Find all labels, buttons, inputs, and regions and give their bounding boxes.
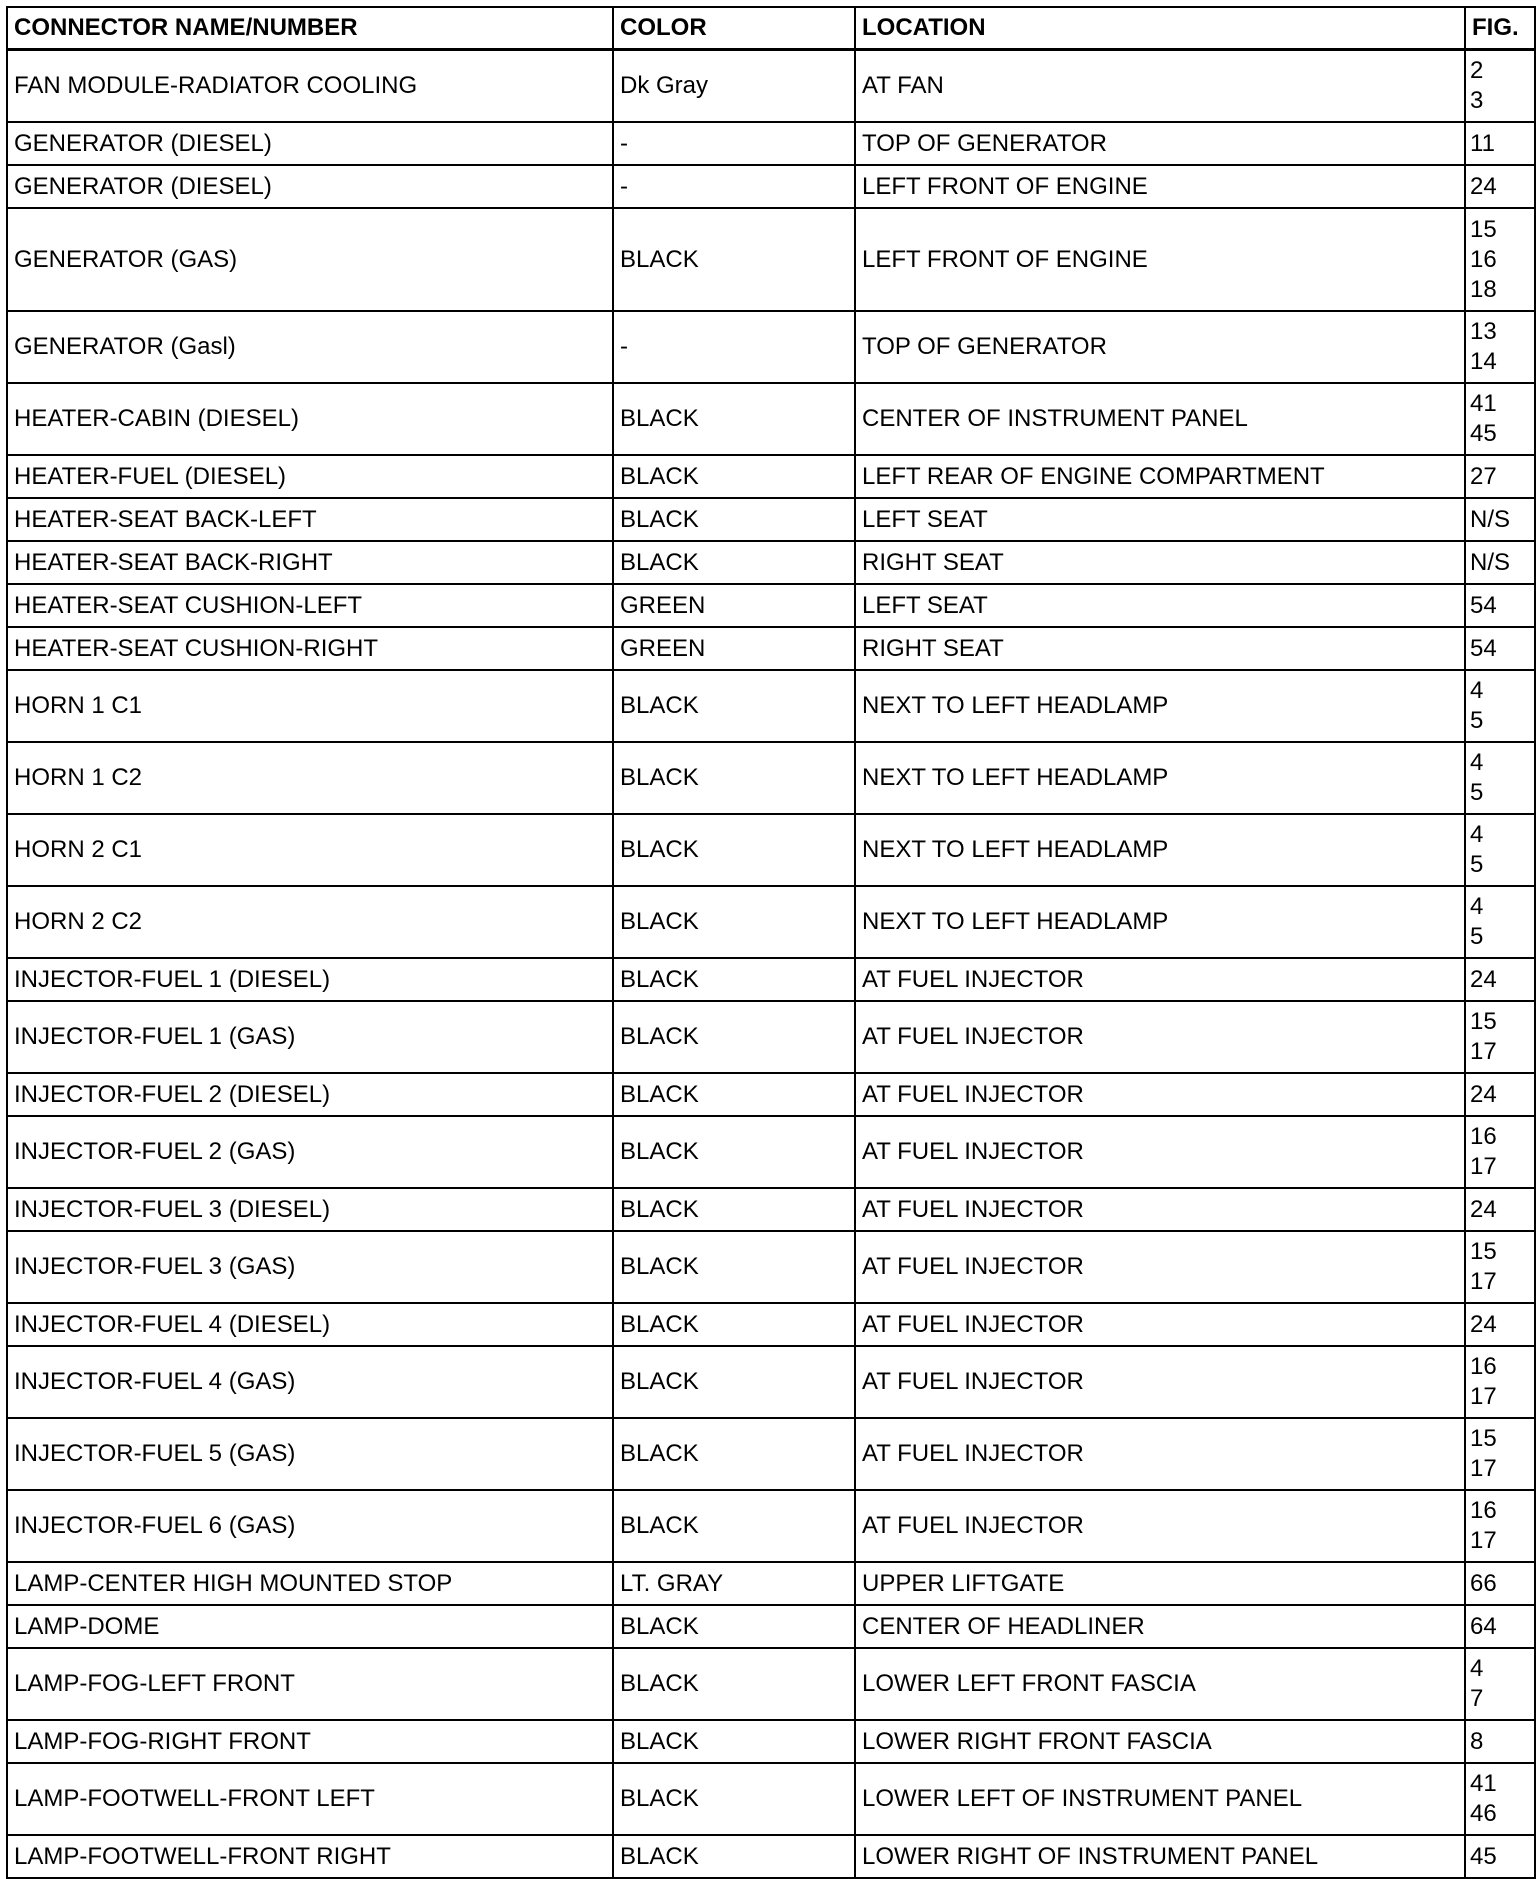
fig-number: 24: [1470, 965, 1497, 993]
fig-cell: [1465, 122, 1535, 165]
table-row: [7, 1490, 1535, 1562]
connector-name-cell: HORN 2 C2: [7, 886, 613, 958]
connector-name-cell: FAN MODULE-RADIATOR COOLING: [7, 50, 613, 123]
table-row: [7, 208, 1535, 311]
location-cell: NEXT TO LEFT HEADLAMP: [855, 670, 1465, 742]
fig-number: 5: [1470, 779, 1484, 806]
location-cell: AT FUEL INJECTOR: [855, 958, 1465, 1001]
connector-name-cell: LAMP-FOOTWELL-FRONT LEFT: [7, 1763, 613, 1835]
table-row: [7, 627, 1535, 670]
fig-number: 41: [1470, 1770, 1497, 1797]
fig-cell: [1465, 886, 1535, 958]
location-cell: AT FUEL INJECTOR: [855, 1073, 1465, 1116]
fig-number: 17: [1470, 1038, 1497, 1065]
location-cell: RIGHT SEAT: [855, 627, 1465, 670]
color-cell: BLACK: [613, 455, 855, 498]
connector-name-cell: HEATER-CABIN (DIESEL): [7, 383, 613, 455]
location-cell: CENTER OF HEADLINER: [855, 1605, 1465, 1648]
connector-name-cell: HORN 2 C1: [7, 814, 613, 886]
location-cell: NEXT TO LEFT HEADLAMP: [855, 742, 1465, 814]
fig-cell: [1465, 1188, 1535, 1231]
table-row: [7, 1835, 1535, 1878]
color-cell: BLACK: [613, 208, 855, 311]
location-cell: LEFT REAR OF ENGINE COMPARTMENT: [855, 455, 1465, 498]
color-cell: GREEN: [613, 627, 855, 670]
table-row: [7, 1562, 1535, 1605]
connector-name-cell: INJECTOR-FUEL 4 (DIESEL): [7, 1303, 613, 1346]
color-cell: BLACK: [613, 1188, 855, 1231]
fig-cell: [1465, 670, 1535, 742]
fig-number: 24: [1470, 1080, 1497, 1108]
table-row: [7, 1763, 1535, 1835]
fig-cell: [1465, 1720, 1535, 1763]
fig-number: 4: [1470, 749, 1484, 776]
fig-cell: [1465, 1116, 1535, 1188]
fig-cell: [1465, 1303, 1535, 1346]
table-row: [7, 455, 1535, 498]
fig-number: 54: [1470, 634, 1497, 662]
table-row: [7, 742, 1535, 814]
fig-cell: [1465, 1073, 1535, 1116]
table-row: [7, 1605, 1535, 1648]
fig-number: 11: [1470, 129, 1495, 157]
connector-name-cell: HEATER-SEAT CUSHION-LEFT: [7, 584, 613, 627]
location-cell: TOP OF GENERATOR: [855, 122, 1465, 165]
fig-number: 45: [1470, 420, 1497, 447]
fig-cell: [1465, 1490, 1535, 1562]
fig-number: 17: [1470, 1268, 1497, 1295]
fig-cell: [1465, 208, 1535, 311]
location-cell: LOWER RIGHT FRONT FASCIA: [855, 1720, 1465, 1763]
connector-name-cell: INJECTOR-FUEL 2 (GAS): [7, 1116, 613, 1188]
color-cell: BLACK: [613, 670, 855, 742]
table-body: [7, 50, 1535, 1879]
header-color: COLOR: [613, 7, 855, 50]
color-cell: BLACK: [613, 1001, 855, 1073]
fig-cell: [1465, 1418, 1535, 1490]
fig-number: 24: [1470, 1310, 1497, 1338]
location-cell: NEXT TO LEFT HEADLAMP: [855, 886, 1465, 958]
fig-cell: [1465, 584, 1535, 627]
color-cell: BLACK: [613, 814, 855, 886]
connector-name-cell: HEATER-SEAT CUSHION-RIGHT: [7, 627, 613, 670]
connector-name-cell: HEATER-FUEL (DIESEL): [7, 455, 613, 498]
connector-name-cell: GENERATOR (DIESEL): [7, 122, 613, 165]
fig-number: 17: [1470, 1383, 1497, 1410]
fig-number: 5: [1470, 707, 1484, 734]
fig-number: N/S: [1470, 548, 1511, 576]
location-cell: RIGHT SEAT: [855, 541, 1465, 584]
location-cell: CENTER OF INSTRUMENT PANEL: [855, 383, 1465, 455]
connector-name-cell: GENERATOR (Gasl): [7, 311, 613, 383]
color-cell: BLACK: [613, 1490, 855, 1562]
color-cell: BLACK: [613, 383, 855, 455]
fig-cell: [1465, 1346, 1535, 1418]
connector-name-cell: GENERATOR (GAS): [7, 208, 613, 311]
fig-number: 46: [1470, 1800, 1497, 1827]
table-row: [7, 1648, 1535, 1720]
fig-number: 54: [1470, 591, 1497, 619]
fig-cell: [1465, 50, 1535, 123]
connector-name-cell: INJECTOR-FUEL 1 (DIESEL): [7, 958, 613, 1001]
fig-number: 17: [1470, 1455, 1497, 1482]
connector-name-cell: HEATER-SEAT BACK-LEFT: [7, 498, 613, 541]
connector-name-cell: LAMP-CENTER HIGH MOUNTED STOP: [7, 1562, 613, 1605]
connector-name-cell: LAMP-FOG-RIGHT FRONT: [7, 1720, 613, 1763]
color-cell: GREEN: [613, 584, 855, 627]
table-row: [7, 122, 1535, 165]
connector-name-cell: INJECTOR-FUEL 3 (DIESEL): [7, 1188, 613, 1231]
fig-cell: [1465, 455, 1535, 498]
fig-number: 16: [1470, 1123, 1497, 1150]
table-row: [7, 383, 1535, 455]
table-row: [7, 1346, 1535, 1418]
connector-name-cell: LAMP-FOG-LEFT FRONT: [7, 1648, 613, 1720]
fig-cell: [1465, 541, 1535, 584]
location-cell: AT FUEL INJECTOR: [855, 1303, 1465, 1346]
fig-cell: [1465, 1562, 1535, 1605]
location-cell: LOWER RIGHT OF INSTRUMENT PANEL: [855, 1835, 1465, 1878]
fig-number: 15: [1470, 215, 1497, 243]
color-cell: BLACK: [613, 1605, 855, 1648]
fig-cell: [1465, 498, 1535, 541]
connector-name-cell: LAMP-DOME: [7, 1605, 613, 1648]
table-row: [7, 541, 1535, 584]
fig-number: 18: [1470, 275, 1497, 303]
table-row: [7, 1001, 1535, 1073]
connector-name-cell: INJECTOR-FUEL 3 (GAS): [7, 1231, 613, 1303]
header-row: [7, 7, 1535, 50]
table-row: [7, 50, 1535, 123]
fig-cell: [1465, 958, 1535, 1001]
fig-number: 4: [1470, 821, 1484, 848]
connector-name-cell: INJECTOR-FUEL 6 (GAS): [7, 1490, 613, 1562]
header-connector-name: CONNECTOR NAME/NUMBER: [7, 7, 613, 50]
fig-number: 15: [1470, 1238, 1497, 1265]
location-cell: LEFT FRONT OF ENGINE: [855, 208, 1465, 311]
fig-cell: [1465, 814, 1535, 886]
color-cell: -: [613, 311, 855, 383]
table-row: [7, 1116, 1535, 1188]
fig-cell: [1465, 1605, 1535, 1648]
fig-number: 64: [1470, 1612, 1497, 1640]
connector-name-cell: HEATER-SEAT BACK-RIGHT: [7, 541, 613, 584]
color-cell: -: [613, 165, 855, 208]
connector-name-cell: HORN 1 C2: [7, 742, 613, 814]
color-cell: BLACK: [613, 1648, 855, 1720]
color-cell: -: [613, 122, 855, 165]
fig-cell: [1465, 311, 1535, 383]
location-cell: LOWER LEFT FRONT FASCIA: [855, 1648, 1465, 1720]
location-cell: AT FUEL INJECTOR: [855, 1116, 1465, 1188]
table-row: [7, 1231, 1535, 1303]
location-cell: AT FUEL INJECTOR: [855, 1231, 1465, 1303]
fig-number: 41: [1470, 390, 1497, 417]
connector-table: [6, 6, 1536, 1879]
location-cell: AT FUEL INJECTOR: [855, 1418, 1465, 1490]
table-row: [7, 814, 1535, 886]
fig-cell: [1465, 1231, 1535, 1303]
color-cell: BLACK: [613, 1116, 855, 1188]
table-row: [7, 886, 1535, 958]
color-cell: Dk Gray: [613, 50, 855, 123]
location-cell: UPPER LIFTGATE: [855, 1562, 1465, 1605]
fig-cell: [1465, 1835, 1535, 1878]
color-cell: LT. GRAY: [613, 1562, 855, 1605]
fig-number: 24: [1470, 172, 1497, 200]
color-cell: BLACK: [613, 958, 855, 1001]
location-cell: AT FAN: [855, 50, 1465, 123]
color-cell: BLACK: [613, 498, 855, 541]
fig-number: 66: [1470, 1569, 1497, 1597]
location-cell: LEFT SEAT: [855, 498, 1465, 541]
header-location: LOCATION: [855, 7, 1465, 50]
table-row: [7, 670, 1535, 742]
table-row: [7, 1720, 1535, 1763]
fig-cell: [1465, 1001, 1535, 1073]
fig-number: 3: [1470, 87, 1484, 114]
color-cell: BLACK: [613, 1763, 855, 1835]
connector-name-cell: HORN 1 C1: [7, 670, 613, 742]
fig-number: 16: [1470, 1353, 1497, 1380]
fig-number: 15: [1470, 1425, 1497, 1452]
color-cell: BLACK: [613, 886, 855, 958]
location-cell: LOWER LEFT OF INSTRUMENT PANEL: [855, 1763, 1465, 1835]
fig-number: 15: [1470, 1008, 1497, 1035]
color-cell: BLACK: [613, 742, 855, 814]
location-cell: AT FUEL INJECTOR: [855, 1346, 1465, 1418]
fig-number: 2: [1470, 57, 1484, 84]
color-cell: BLACK: [613, 1346, 855, 1418]
connector-name-cell: INJECTOR-FUEL 2 (DIESEL): [7, 1073, 613, 1116]
fig-number: 7: [1470, 1685, 1484, 1712]
table-row: [7, 958, 1535, 1001]
connector-name-cell: LAMP-FOOTWELL-FRONT RIGHT: [7, 1835, 613, 1878]
color-cell: BLACK: [613, 541, 855, 584]
color-cell: BLACK: [613, 1720, 855, 1763]
table-row: [7, 1188, 1535, 1231]
fig-cell: [1465, 742, 1535, 814]
color-cell: BLACK: [613, 1073, 855, 1116]
table-row: [7, 1073, 1535, 1116]
location-cell: AT FUEL INJECTOR: [855, 1490, 1465, 1562]
table-row: [7, 311, 1535, 383]
table-row: [7, 498, 1535, 541]
fig-cell: [1465, 1763, 1535, 1835]
fig-number: 14: [1470, 348, 1497, 375]
fig-number: 5: [1470, 923, 1484, 950]
connector-name-cell: INJECTOR-FUEL 4 (GAS): [7, 1346, 613, 1418]
connector-name-cell: GENERATOR (DIESEL): [7, 165, 613, 208]
fig-number: 16: [1470, 1497, 1497, 1524]
fig-number: N/S: [1470, 505, 1511, 533]
fig-number: 8: [1470, 1727, 1484, 1755]
fig-number: 17: [1470, 1153, 1497, 1180]
location-cell: NEXT TO LEFT HEADLAMP: [855, 814, 1465, 886]
connector-name-cell: INJECTOR-FUEL 1 (GAS): [7, 1001, 613, 1073]
connector-name-cell: INJECTOR-FUEL 5 (GAS): [7, 1418, 613, 1490]
fig-cell: [1465, 165, 1535, 208]
fig-number: 27: [1470, 462, 1497, 490]
table-row: [7, 1303, 1535, 1346]
fig-number: 4: [1470, 1655, 1484, 1682]
fig-number: 5: [1470, 851, 1484, 878]
fig-number: 4: [1470, 893, 1484, 920]
table-row: [7, 1418, 1535, 1490]
header-fig: FIG.: [1465, 7, 1535, 50]
table-row: [7, 584, 1535, 627]
fig-cell: [1465, 383, 1535, 455]
location-cell: AT FUEL INJECTOR: [855, 1001, 1465, 1073]
table-row: [7, 165, 1535, 208]
location-cell: LEFT FRONT OF ENGINE: [855, 165, 1465, 208]
fig-number: 4: [1470, 677, 1484, 704]
fig-number: 17: [1470, 1527, 1497, 1554]
fig-number: 24: [1470, 1195, 1497, 1223]
color-cell: BLACK: [613, 1231, 855, 1303]
fig-number: 16: [1470, 245, 1497, 273]
fig-cell: [1465, 627, 1535, 670]
fig-number: 45: [1470, 1842, 1497, 1870]
color-cell: BLACK: [613, 1835, 855, 1878]
location-cell: AT FUEL INJECTOR: [855, 1188, 1465, 1231]
location-cell: LEFT SEAT: [855, 584, 1465, 627]
fig-number: 13: [1470, 318, 1497, 345]
color-cell: BLACK: [613, 1303, 855, 1346]
location-cell: TOP OF GENERATOR: [855, 311, 1465, 383]
color-cell: BLACK: [613, 1418, 855, 1490]
fig-cell: [1465, 1648, 1535, 1720]
